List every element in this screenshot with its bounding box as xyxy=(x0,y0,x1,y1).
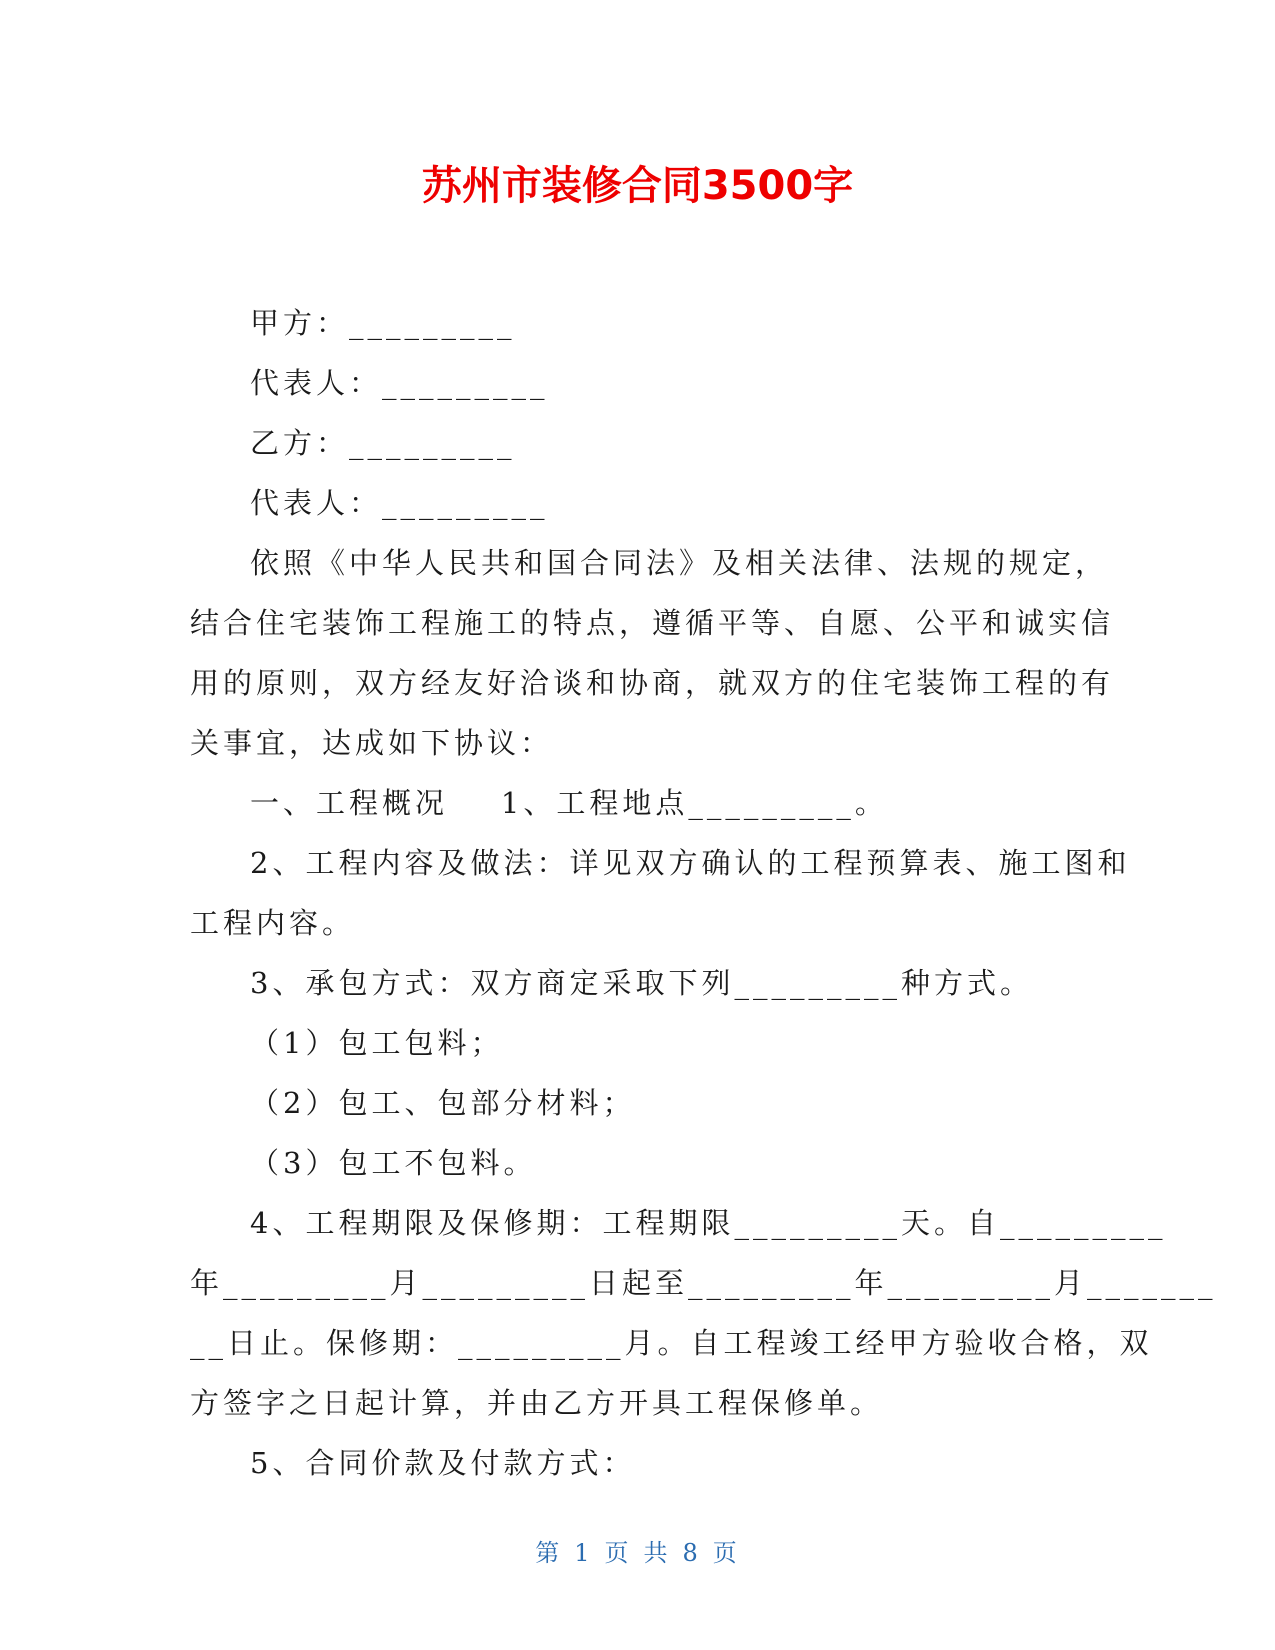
footer-page-label: 第 xyxy=(535,1539,563,1567)
section-1-heading: 一、工程概况 1、工程地点_________。 xyxy=(250,786,888,820)
page-footer xyxy=(0,1533,1275,1568)
footer-page-unit: 页 xyxy=(604,1539,632,1567)
clause-4-line-2: 年_________月_________日起至_________年_________月_______ xyxy=(190,1266,1217,1300)
document-body xyxy=(190,293,1217,1493)
preamble-line-3: 用的原则，双方经友好洽谈和协商，就双方的住宅装饰工程的有 xyxy=(190,666,1115,700)
party-a-line: 甲方：_________ xyxy=(250,306,516,340)
clause-3-line: 3、承包方式：双方商定采取下列_________种方式。 xyxy=(250,966,1033,1000)
clause-2-line-2: 工程内容。 xyxy=(190,906,356,940)
clause-4-line-4: 方签字之日起计算，并由乙方开具工程保修单。 xyxy=(190,1386,884,1420)
clause-5-line: 5、合同价款及付款方式： xyxy=(250,1446,636,1480)
footer-total-unit: 页 xyxy=(712,1539,740,1567)
preamble-line-1: 依照《中华人民共和国合同法》及相关法律、法规的规定， xyxy=(250,546,1109,580)
option-3-line: （3）包工不包料。 xyxy=(250,1146,537,1180)
clause-4-line-3: __日止。保修期：_________月。自工程竣工经甲方验收合格，双 xyxy=(190,1326,1153,1360)
party-a-representative-line: 代表人：_________ xyxy=(250,366,549,400)
footer-total-pages: 8 xyxy=(682,1539,701,1567)
footer-total-label: 共 xyxy=(643,1539,671,1567)
clause-4-line-1: 4、工程期限及保修期：工程期限_________天。自_________ xyxy=(250,1206,1167,1240)
page-title: 苏州市装修合同3500字 xyxy=(421,163,854,209)
option-2-line: （2）包工、包部分材料； xyxy=(250,1086,636,1120)
option-1-line: （1）包工包料； xyxy=(250,1026,504,1060)
party-b-representative-line: 代表人：_________ xyxy=(250,486,549,520)
preamble-line-4: 关事宜，达成如下协议： xyxy=(190,726,554,760)
party-b-line: 乙方：_________ xyxy=(250,426,516,460)
preamble-line-2: 结合住宅装饰工程施工的特点，遵循平等、自愿、公平和诚实信 xyxy=(190,606,1115,640)
footer-current-page: 1 xyxy=(574,1539,593,1567)
clause-2-line-1: 2、工程内容及做法：详见双方确认的工程预算表、施工图和 xyxy=(250,846,1131,880)
